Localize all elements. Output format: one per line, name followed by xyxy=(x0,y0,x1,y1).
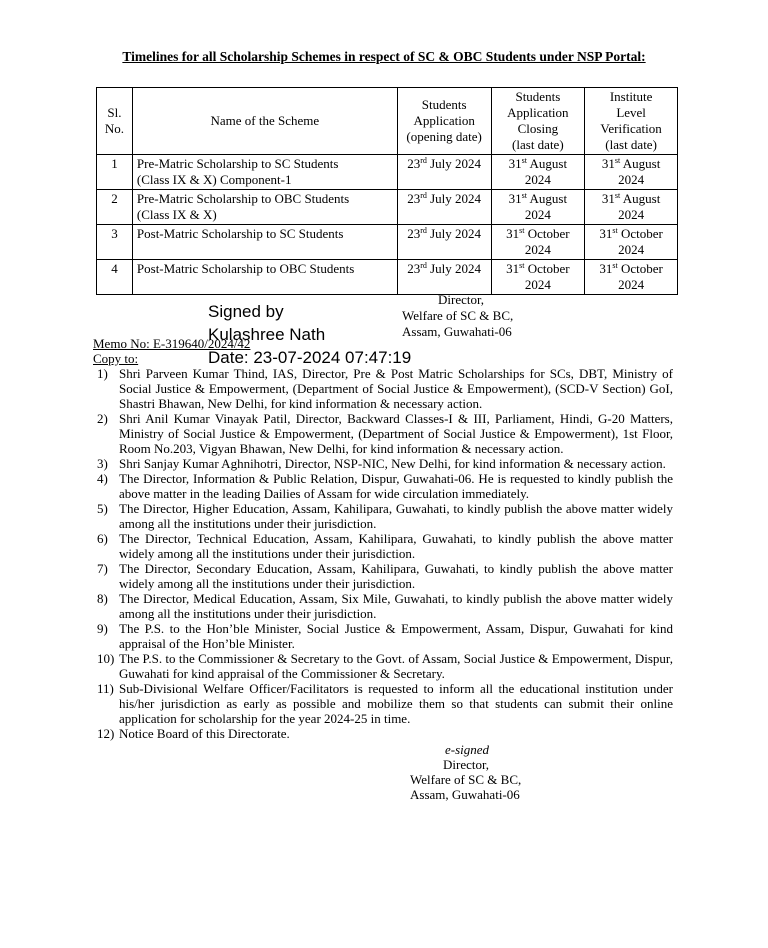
date-suffix: rd xyxy=(420,191,427,200)
date-year: 2024 xyxy=(618,277,645,292)
scheme-name-line: (Class IX & X) Component-1 xyxy=(136,172,292,187)
header-closing-date xyxy=(491,88,585,155)
row-opening-date xyxy=(397,260,491,295)
date-day: 23 xyxy=(407,191,421,206)
date-day: 31 xyxy=(601,191,615,206)
list-item xyxy=(97,501,673,531)
scheme-name-line: Post-Matric Scholarship to SC Students xyxy=(136,226,344,241)
esigned-signature-block xyxy=(410,742,521,802)
row-sl: 2 xyxy=(97,190,133,225)
scheme-name-line: (Class IX & X) xyxy=(136,207,217,222)
scheme-name-line: Pre-Matric Scholarship to OBC Students xyxy=(136,191,350,206)
list-item-text: Notice Board of this Directorate. xyxy=(119,726,290,741)
signature-line: Director, xyxy=(443,757,490,772)
list-item xyxy=(97,681,673,726)
date-month: October xyxy=(617,261,663,276)
table-row xyxy=(97,155,678,190)
date-year: 2024 xyxy=(618,242,645,257)
header-opening-date xyxy=(397,88,491,155)
header-line: Students xyxy=(515,89,561,104)
date-year: 2024 xyxy=(524,277,551,292)
date-day: 23 xyxy=(407,226,421,241)
scholarship-timeline-table xyxy=(96,87,678,295)
date-month: October xyxy=(524,261,570,276)
list-item-text: Shri Anil Kumar Vinayak Patil, Director, Backward Classes-I & III, Parliament, Hindi, G-20 Matters, Ministry of Social Justice & Empowerment, (Department of Social Justice & Empowerment), 1st Floor, Room No.203, Vigyan Bhawan, New Delhi, for kind information & necessary action. xyxy=(119,411,673,456)
row-opening-date xyxy=(397,225,491,260)
header-line: Application xyxy=(413,113,475,128)
date-suffix: st xyxy=(614,191,621,200)
row-verification-date xyxy=(585,190,678,225)
date-day: 23 xyxy=(407,261,421,276)
header-line: Students xyxy=(421,97,467,112)
date-suffix: st xyxy=(612,226,618,235)
list-item xyxy=(97,561,673,591)
list-item-text: The Director, Secondary Education, Assam, Kahilipara, Guwahati, to kindly publish the above matter widely among all the institutions under their jurisdiction. xyxy=(119,561,673,591)
date-suffix: st xyxy=(521,191,527,200)
row-sl: 4 xyxy=(97,260,133,295)
header-sl-line: Sl. xyxy=(107,105,122,120)
date-suffix: st xyxy=(519,261,525,270)
date-year: 2024 xyxy=(524,242,551,257)
date-suffix: st xyxy=(612,261,618,270)
date-suffix: st xyxy=(521,156,527,165)
row-sl: 3 xyxy=(97,225,133,260)
row-scheme-name xyxy=(132,260,397,295)
date-year: 2024 xyxy=(524,172,551,187)
list-item xyxy=(97,726,673,741)
list-item xyxy=(97,411,673,456)
list-item xyxy=(97,591,673,621)
scheme-name-line: Post-Matric Scholarship to OBC Students xyxy=(136,261,355,276)
copy-to-list xyxy=(97,366,673,741)
esigned-label: e-signed xyxy=(445,742,490,757)
list-item-text: Shri Parveen Kumar Thind, IAS, Director, Pre & Post Matric Scholarships for SCs, DBT, Ministry of Social Justice & Empowerment, (Department of Social Justice & Empowerment), (SCD-V Section) GoI, Shastri Bhawan, New Delhi, for kind information & necessary action. xyxy=(119,366,673,411)
date-day: 31 xyxy=(601,156,615,171)
row-scheme-name xyxy=(132,155,397,190)
date-month: October xyxy=(617,226,663,241)
list-item-number: 12) xyxy=(97,726,115,741)
header-sl-no xyxy=(97,88,133,155)
date-suffix: rd xyxy=(420,261,427,270)
date-day: 31 xyxy=(506,226,520,241)
header-line: Verification xyxy=(600,121,662,136)
row-closing-date xyxy=(491,190,585,225)
signature-line: Assam, Guwahati-06 xyxy=(410,787,520,802)
list-item-text: Shri Sanjay Kumar Aghnihotri, Director, NSP-NIC, New Delhi, for kind information & necessary action. xyxy=(119,456,666,471)
list-item-number: 1) xyxy=(97,366,108,381)
date-rest: July 2024 xyxy=(426,226,482,241)
date-month: August xyxy=(620,156,661,171)
date-suffix: st xyxy=(519,226,525,235)
list-item xyxy=(97,456,673,471)
header-line: (last date) xyxy=(512,137,564,152)
list-item-text: The P.S. to the Hon’ble Minister, Social Justice & Empowerment, Assam, Dispur, Guwahati for kind appraisal of the Hon’ble Minister. xyxy=(119,621,673,651)
list-item xyxy=(97,531,673,561)
date-month: August xyxy=(526,156,568,171)
list-item-number: 10) xyxy=(97,651,115,666)
signature-line: Director, xyxy=(438,292,485,307)
date-suffix: rd xyxy=(420,226,427,235)
header-scheme-name-text: Name of the Scheme xyxy=(210,113,320,128)
date-month: October xyxy=(524,226,570,241)
row-closing-date xyxy=(491,155,585,190)
row-sl: 1 xyxy=(97,155,133,190)
list-item-number: 6) xyxy=(97,531,108,546)
header-verification-date xyxy=(585,88,678,155)
row-scheme-name xyxy=(132,225,397,260)
date-suffix: rd xyxy=(420,156,427,165)
scheme-name-line: Pre-Matric Scholarship to SC Students xyxy=(136,156,339,171)
date-month: August xyxy=(526,191,568,206)
date-month: August xyxy=(620,191,661,206)
row-scheme-name xyxy=(132,190,397,225)
list-item-number: 8) xyxy=(97,591,108,606)
list-item xyxy=(97,471,673,501)
date-day: 31 xyxy=(508,191,522,206)
date-day: 31 xyxy=(599,261,613,276)
table-row xyxy=(97,260,678,295)
list-item-number: 3) xyxy=(97,456,108,471)
row-verification-date xyxy=(585,225,678,260)
page-title: Timelines for all Scholarship Schemes in respect of SC & OBC Students under NSP Portal: xyxy=(122,49,646,64)
date-rest: July 2024 xyxy=(426,156,482,171)
list-item-number: 11) xyxy=(97,681,114,696)
signature-line: Welfare of SC & BC, xyxy=(410,772,522,787)
list-item-number: 4) xyxy=(97,471,108,486)
list-item-text: The P.S. to the Commissioner & Secretary to the Govt. of Assam, Social Justice & Empowerment, Dispur, Guwahati for kind appraisal of the Commissioner & Secretary. xyxy=(119,651,673,681)
list-item-text: Sub-Divisional Welfare Officer/Facilitators is requested to inform all the educational institution under his/her jurisdiction as early as possible and mobilize them so that students can submit their online application for scholarship for the year 2024-25 in time. xyxy=(119,681,673,726)
header-line: Institute xyxy=(609,89,653,104)
date-rest: July 2024 xyxy=(426,261,482,276)
date-day: 31 xyxy=(506,261,520,276)
list-item-text: The Director, Information & Public Relation, Dispur, Guwahati-06. He is requested to kindly publish the above matter in the leading Dailies of Assam for wide circulation immediately. xyxy=(119,471,673,501)
date-suffix: st xyxy=(614,156,621,165)
table-row xyxy=(97,190,678,225)
row-opening-date xyxy=(397,155,491,190)
row-opening-date xyxy=(397,190,491,225)
date-day: 31 xyxy=(508,156,522,171)
list-item-text: The Director, Higher Education, Assam, Kahilipara, Guwahati, to kindly publish the above matter widely among all the institutions under their jurisdiction. xyxy=(119,501,673,531)
digital-signature-name: Kulashree Nath xyxy=(208,325,326,344)
copy-to-label: Copy to: xyxy=(93,351,139,366)
date-day: 31 xyxy=(599,226,613,241)
list-item-text: The Director, Technical Education, Assam, Kahilipara, Guwahati, to kindly publish the above matter widely among all the institutions under their jurisdiction. xyxy=(119,531,673,561)
list-item-number: 9) xyxy=(97,621,108,636)
date-year: 2024 xyxy=(618,207,645,222)
table-header-row xyxy=(97,88,678,155)
row-closing-date xyxy=(491,260,585,295)
row-verification-date xyxy=(585,155,678,190)
memo-number: Memo No: E-319640/2024/42 xyxy=(93,336,251,351)
date-rest: July 2024 xyxy=(426,191,482,206)
date-year: 2024 xyxy=(524,207,551,222)
header-scheme-name xyxy=(132,88,397,155)
table-row xyxy=(97,225,678,260)
header-line: Application xyxy=(507,105,569,120)
digital-signature-date: Date: 23-07-2024 07:47:19 xyxy=(208,348,412,367)
signature-line: Welfare of SC & BC, xyxy=(402,308,514,323)
list-item xyxy=(97,651,673,681)
header-line: Level xyxy=(616,105,646,120)
header-line: Closing xyxy=(517,121,559,136)
list-item-number: 2) xyxy=(97,411,108,426)
header-line: (last date) xyxy=(605,137,657,152)
digital-signature-signed-by: Signed by xyxy=(208,302,284,321)
list-item-number: 5) xyxy=(97,501,108,516)
header-line: (opening date) xyxy=(406,129,482,144)
list-item-text: The Director, Medical Education, Assam, Six Mile, Guwahati, to kindly publish the above matter widely among all the institutions under their jurisdiction. xyxy=(119,591,673,621)
director-signature-block xyxy=(402,292,513,340)
date-year: 2024 xyxy=(618,172,645,187)
date-day: 23 xyxy=(407,156,421,171)
row-verification-date xyxy=(585,260,678,295)
list-item xyxy=(97,366,673,411)
row-closing-date xyxy=(491,225,585,260)
list-item-number: 7) xyxy=(97,561,108,576)
signature-line: Assam, Guwahati-06 xyxy=(402,324,512,339)
list-item xyxy=(97,621,673,651)
header-sl-line: No. xyxy=(104,121,125,136)
